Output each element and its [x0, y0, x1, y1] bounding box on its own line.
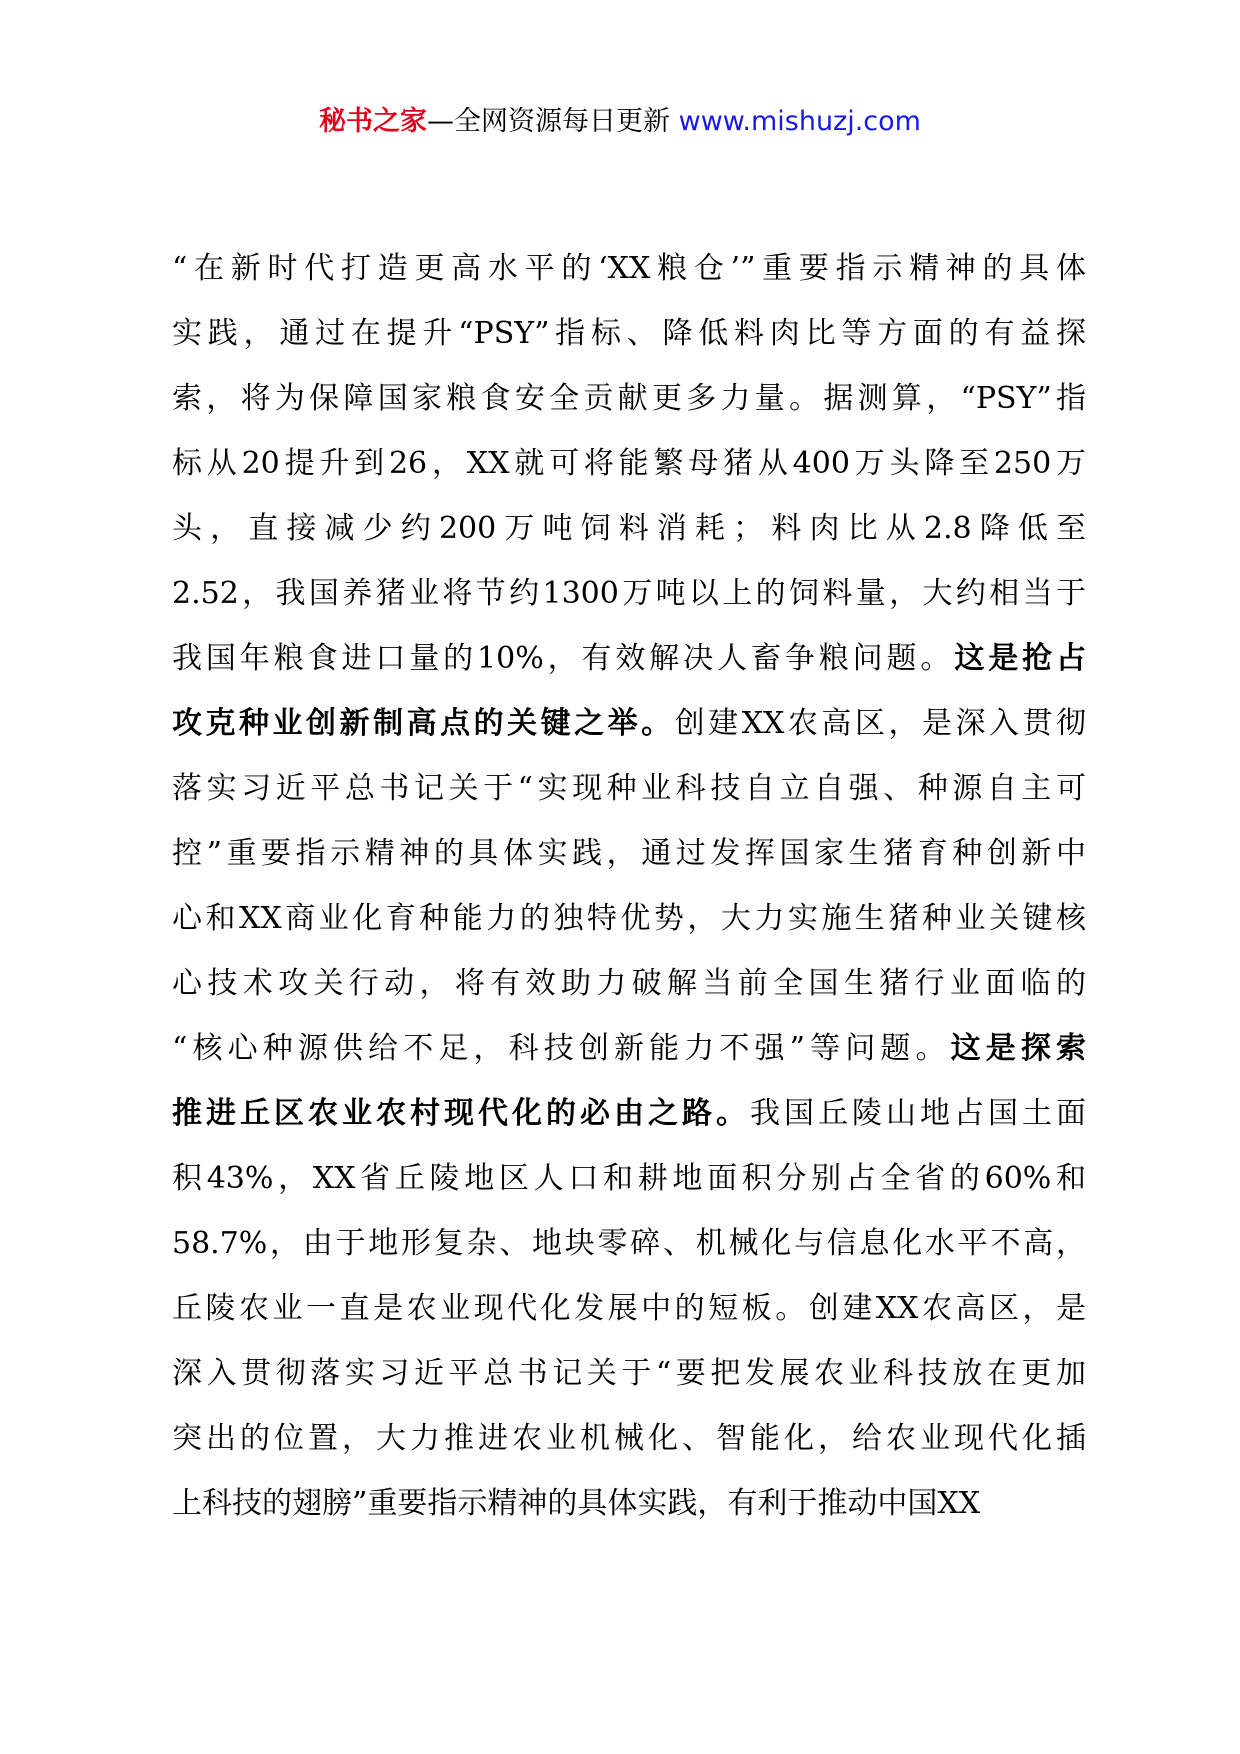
text-line — [172, 431, 1086, 496]
text-segment: 心技术攻关行动，将有效助力破解当前全国生猪行业面临的 — [172, 966, 1086, 1001]
text-line — [172, 951, 1086, 1016]
text-line — [172, 1341, 1086, 1406]
text-segment: 突出的位置，大力推进农业机械化、智能化，给农业现代化插 — [172, 1421, 1086, 1456]
text-segment: 我国丘陵山地占国土面 — [750, 1096, 1086, 1131]
text-segment: 上科技的翅膀”重要指示精神的具体实践，有利于推动中国XX — [172, 1486, 981, 1521]
text-segment: 落实习近平总书记关于“实现种业科技自立自强、种源自主可 — [172, 771, 1086, 806]
bold-text-segment: 这是探索 — [950, 1031, 1086, 1066]
text-segment: 2.52，我国养猪业将节约1300万吨以上的饲料量，大约相当于 — [172, 576, 1086, 611]
text-segment: 头，直接减少约200万吨饲料消耗；料肉比从2.8降低至 — [172, 511, 1086, 546]
document-body — [172, 236, 1086, 1536]
text-line — [172, 366, 1086, 431]
text-segment: 创建XX农高区，是深入贯彻 — [674, 706, 1087, 741]
text-line — [172, 1081, 1086, 1146]
text-segment: 我国年粮食进口量的10%，有效解决人畜争粮问题。 — [172, 641, 955, 676]
text-segment: 58.7%，由于地形复杂、地块零碎、机械化与信息化水平不高， — [172, 1226, 1086, 1261]
text-line — [172, 1211, 1086, 1276]
text-line — [172, 756, 1086, 821]
text-line — [172, 1016, 1086, 1081]
text-line — [172, 886, 1086, 951]
header-brand: 秘书之家 — [319, 106, 428, 137]
watermark-header — [0, 102, 1240, 142]
text-segment: “核心种源供给不足，科技创新能力不强”等问题。 — [172, 1031, 951, 1066]
bold-text-segment: 推进丘区农业农村现代化的必由之路。 — [172, 1096, 750, 1131]
text-segment: 实践，通过在提升“PSY”指标、降低料肉比等方面的有益探 — [172, 316, 1086, 351]
bold-text-segment: 这是抢占 — [954, 641, 1087, 676]
bold-text-segment: 攻克种业创新制高点的关键之举。 — [172, 706, 675, 741]
text-segment: 深入贯彻落实习近平总书记关于“要把发展农业科技放在更加 — [172, 1356, 1086, 1391]
text-line — [172, 561, 1086, 626]
header-site-link[interactable]: www.mishuzj.com — [678, 106, 921, 137]
text-line — [172, 301, 1086, 366]
text-line — [172, 1276, 1086, 1341]
text-segment: “在新时代打造更高水平的‘XX粮仓’”重要指示精神的具体 — [172, 251, 1086, 286]
text-segment: 索，将为保障国家粮食安全贡献更多力量。据测算，“PSY”指 — [172, 381, 1086, 416]
text-line — [172, 691, 1086, 756]
header-slogan: —全网资源每日更新 — [427, 106, 679, 137]
text-line — [172, 1146, 1086, 1211]
text-line — [172, 1406, 1086, 1471]
text-line — [172, 1471, 1086, 1536]
text-line — [172, 626, 1086, 691]
text-line — [172, 496, 1086, 561]
text-segment: 控”重要指示精神的具体实践，通过发挥国家生猪育种创新中 — [172, 836, 1086, 871]
text-segment: 积43%，XX省丘陵地区人口和耕地面积分别占全省的60%和 — [172, 1161, 1086, 1196]
text-line — [172, 236, 1086, 301]
text-segment: 标从20提升到26，XX就可将能繁母猪从400万头降至250万 — [172, 446, 1086, 481]
text-line — [172, 821, 1086, 886]
text-segment: 心和XX商业化育种能力的独特优势，大力实施生猪种业关键核 — [172, 901, 1086, 936]
text-segment: 丘陵农业一直是农业现代化发展中的短板。创建XX农高区，是 — [172, 1291, 1086, 1326]
